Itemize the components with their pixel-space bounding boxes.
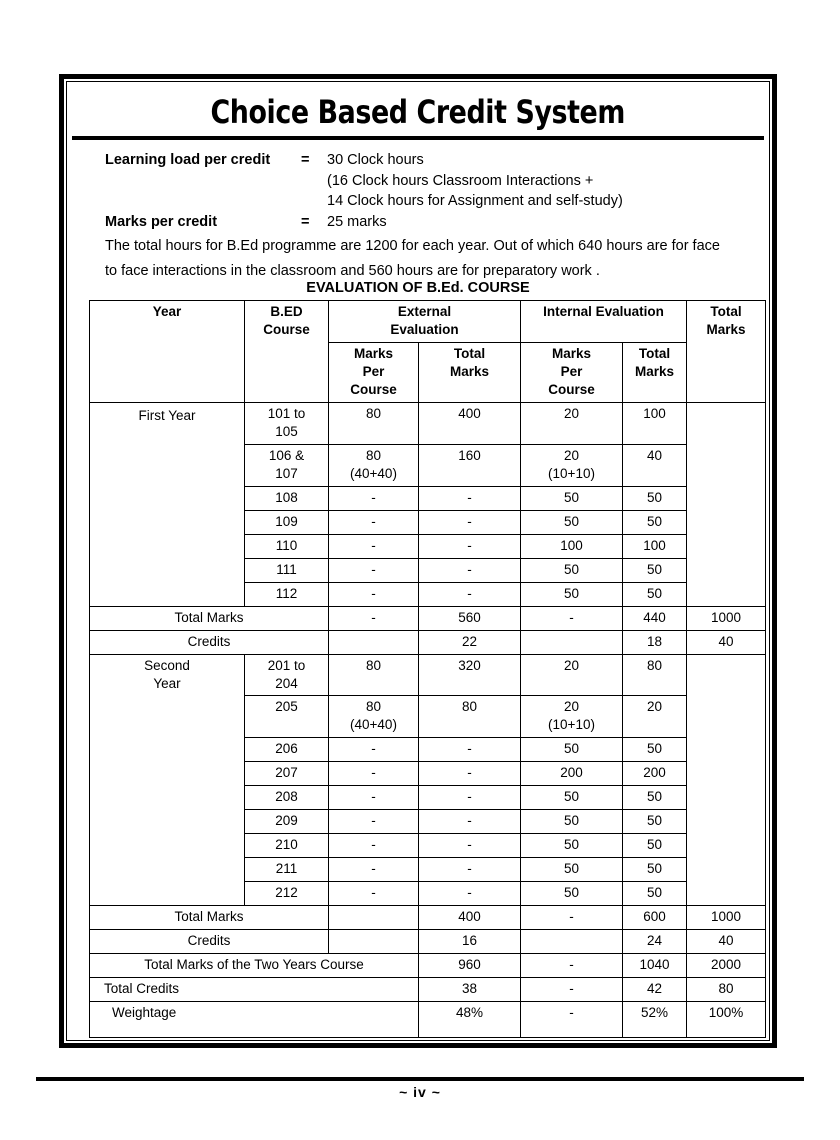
cell-ext-total: -: [419, 534, 521, 558]
cell-ext-per-line1: 80: [365, 699, 382, 715]
intro-text-block: [72, 140, 764, 284]
marks-per-credit-equals: =: [301, 213, 310, 230]
footer-divider: [36, 1077, 804, 1081]
cell-int-total: 50: [623, 582, 687, 606]
cell-ext-total: -: [419, 558, 521, 582]
summary-total-marks-two-years-row: [90, 954, 766, 978]
cell-int-per: 50: [521, 786, 623, 810]
cell-ext-per: 80: [329, 654, 419, 696]
cell-course-line2: 105: [275, 423, 298, 439]
cell-ext-total: 960: [419, 954, 521, 978]
cell-int-per: [521, 696, 623, 738]
learning-load-equals: =: [301, 152, 310, 168]
cell-int-per-line2: (10+10): [548, 465, 595, 481]
first-year-label: First Year: [90, 402, 245, 606]
marks-per-credit-label: Marks per credit: [105, 213, 218, 230]
cell-int-per: 20: [521, 654, 623, 696]
cell-int-per: 200: [521, 762, 623, 786]
cell-ext-total: -: [419, 762, 521, 786]
cell-ext-per: [329, 630, 419, 654]
cell-course: 111: [245, 558, 329, 582]
cell-int-per: 50: [521, 810, 623, 834]
cell-course: 211: [245, 858, 329, 882]
cell-int-total: 200: [623, 762, 687, 786]
cell-ext-per: -: [329, 858, 419, 882]
cell-ext-total: -: [419, 486, 521, 510]
cell-ext-total: -: [419, 738, 521, 762]
cell-ext-total: -: [419, 582, 521, 606]
cell-course: 112: [245, 582, 329, 606]
cell-ext-total: -: [419, 510, 521, 534]
th-int-marks-per-course: [521, 342, 623, 402]
cell-course: [245, 402, 329, 444]
th-int-total-marks: [623, 342, 687, 402]
second-year-total-marks-row: [90, 906, 766, 930]
cell-grand-total-blank: [687, 654, 766, 906]
cell-course-line2: 107: [275, 465, 298, 481]
cell-ext-per: -: [329, 558, 419, 582]
marks-per-credit-value: 25 marks: [327, 213, 387, 230]
cell-int-total: 50: [623, 858, 687, 882]
cell-ext-total: -: [419, 810, 521, 834]
th-grand-total-line1: Total: [710, 304, 742, 319]
cell-int-total: 1040: [623, 954, 687, 978]
cell-int-total: 20: [623, 696, 687, 738]
first-year-credits-label: Credits: [90, 630, 329, 654]
cell-course: 109: [245, 510, 329, 534]
cell-int-per: 100: [521, 534, 623, 558]
cell-int-per: 50: [521, 558, 623, 582]
cell-course: 206: [245, 738, 329, 762]
cell-int-total: 50: [623, 486, 687, 510]
th-external-evaluation: [329, 301, 521, 343]
learning-load-label: Learning load per credit: [105, 152, 271, 168]
total-hours-paragraph: The total hours for B.Ed programme are 1200 for each year. Out of which 640 hours are for face to face interactions in the classroom and 560 hours are for preparatory work .: [105, 238, 720, 280]
th-year: Year: [90, 301, 245, 403]
cell-int-total: 600: [623, 906, 687, 930]
table-caption: EVALUATION OF B.Ed. COURSE: [306, 280, 530, 296]
th-internal-evaluation: Internal Evaluation: [521, 301, 687, 343]
cell-ext-per: [329, 930, 419, 954]
second-year-total-marks-label: Total Marks: [90, 906, 329, 930]
summary-weightage-row: [90, 1002, 766, 1038]
cell-course: 207: [245, 762, 329, 786]
th-ext-total-marks: [419, 342, 521, 402]
cell-ext-per-line2: (40+40): [350, 465, 397, 481]
th-bed-course-line2: Course: [263, 321, 310, 337]
cell-ext-total: 48%: [419, 1002, 521, 1038]
cell-ext-total: 400: [419, 402, 521, 444]
cell-int-per: 50: [521, 510, 623, 534]
page-border: [59, 74, 777, 1048]
second-year-label: [90, 654, 245, 906]
table-row: [90, 402, 766, 444]
th-external-line1: External: [397, 304, 452, 319]
cell-int-per-line2: (10+10): [548, 717, 595, 733]
cell-course-line1: 106 &: [268, 447, 305, 463]
evaluation-table-wrapper: [89, 300, 765, 1038]
cell-int-total: 50: [623, 810, 687, 834]
footer-page-number: ~ iv ~: [399, 1084, 441, 1100]
second-year-credits-label: Credits: [90, 930, 329, 954]
cell-ext-per: -: [329, 606, 419, 630]
th-int-total-line1: Total: [638, 345, 671, 361]
cell-int-per: [521, 930, 623, 954]
th-grand-total-marks: [687, 301, 766, 403]
cell-ext-total: 22: [419, 630, 521, 654]
second-year-credits-row: [90, 930, 766, 954]
cell-int-per: [521, 630, 623, 654]
cell-int-total: 50: [623, 510, 687, 534]
cell-grand-total: 40: [687, 930, 766, 954]
cell-ext-total: 16: [419, 930, 521, 954]
first-year-total-marks-label: Total Marks: [90, 606, 329, 630]
cell-ext-per: -: [329, 762, 419, 786]
cell-grand-total: 100%: [687, 1002, 766, 1038]
cell-course: 205: [245, 696, 329, 738]
cell-ext-per-line1: 80: [365, 447, 382, 463]
cell-ext-per: -: [329, 738, 419, 762]
cell-int-total: 50: [623, 882, 687, 906]
cell-ext-per: -: [329, 582, 419, 606]
cell-ext-per: 80: [329, 402, 419, 444]
cell-int-total: 50: [623, 558, 687, 582]
cell-course: 208: [245, 786, 329, 810]
cell-int-total: 80: [623, 654, 687, 696]
cell-int-per: [521, 444, 623, 486]
cell-ext-per: -: [329, 534, 419, 558]
cell-ext-per: [329, 696, 419, 738]
cell-ext-per: -: [329, 786, 419, 810]
cell-int-total: 52%: [623, 1002, 687, 1038]
cell-course: 209: [245, 810, 329, 834]
cell-grand-total: 80: [687, 978, 766, 1002]
cell-grand-total-blank: [687, 402, 766, 606]
cell-int-per: 50: [521, 738, 623, 762]
cell-int-per: -: [521, 606, 623, 630]
cell-course-line1: 101 to: [267, 405, 306, 421]
cell-ext-per: -: [329, 510, 419, 534]
first-year-total-marks-row: [90, 606, 766, 630]
cell-ext-per-line2: (40+40): [350, 717, 397, 733]
cell-ext-total: 160: [419, 444, 521, 486]
summary-label: Total Marks of the Two Years Course: [90, 954, 419, 978]
th-int-mpc-line3: Course: [548, 381, 595, 397]
cell-ext-total: 400: [419, 906, 521, 930]
cell-int-per: 50: [521, 834, 623, 858]
th-ext-total-line2: Marks: [449, 363, 490, 379]
cell-int-per-line1: 20: [564, 699, 580, 715]
th-int-mpc-line1: Marks: [552, 345, 592, 361]
cell-int-per: 50: [521, 882, 623, 906]
cell-ext-total: -: [419, 858, 521, 882]
cell-ext-per: [329, 444, 419, 486]
th-bed-course: [245, 301, 329, 403]
th-int-mpc-line2: Per: [560, 363, 583, 379]
cell-int-per: 20: [521, 402, 623, 444]
cell-grand-total: 2000: [687, 954, 766, 978]
cell-int-total: 42: [623, 978, 687, 1002]
cell-int-total: 100: [623, 402, 687, 444]
title-banner: [72, 87, 764, 140]
cell-ext-total: -: [419, 882, 521, 906]
cell-int-per-line1: 20: [564, 447, 580, 463]
cell-int-per: -: [521, 906, 623, 930]
th-ext-mpc-line1: Marks: [353, 345, 394, 361]
cell-ext-per: -: [329, 486, 419, 510]
th-external-line2: Evaluation: [390, 321, 459, 337]
th-bed-course-line1: B.ED: [270, 304, 303, 319]
page-border-inner: [66, 81, 770, 1041]
cell-ext-per: -: [329, 834, 419, 858]
cell-course-line2: 204: [275, 675, 298, 691]
cell-int-per: 50: [521, 858, 623, 882]
cell-ext-total: 38: [419, 978, 521, 1002]
cell-course: 212: [245, 882, 329, 906]
cell-course-line1: 201 to: [267, 657, 306, 673]
cell-ext-per: [329, 906, 419, 930]
cell-course: [245, 444, 329, 486]
cell-int-total: 50: [623, 786, 687, 810]
marks-per-credit-row: [105, 212, 740, 233]
cell-ext-per: -: [329, 810, 419, 834]
cell-int-per: -: [521, 954, 623, 978]
learning-load-value: 30 Clock hours: [327, 152, 424, 168]
second-year-label-line2: Year: [153, 675, 181, 691]
cell-int-total: 440: [623, 606, 687, 630]
cell-ext-total: -: [419, 786, 521, 810]
second-year-label-line1: Second: [144, 657, 190, 673]
cell-int-per: -: [521, 978, 623, 1002]
cell-ext-per: -: [329, 882, 419, 906]
cell-int-total: 50: [623, 834, 687, 858]
summary-total-credits-row: [90, 978, 766, 1002]
th-ext-marks-per-course: [329, 342, 419, 402]
evaluation-table: [89, 300, 766, 1038]
th-ext-total-line1: Total: [453, 345, 486, 361]
table-header-row-1: [90, 301, 766, 343]
cell-ext-total: 560: [419, 606, 521, 630]
cell-grand-total: 1000: [687, 606, 766, 630]
page-title: Choice Based Credit System: [210, 92, 626, 131]
cell-int-total: 24: [623, 930, 687, 954]
learning-load-row: [105, 150, 740, 171]
first-year-credits-row: [90, 630, 766, 654]
th-ext-mpc-line3: Course: [350, 381, 397, 397]
summary-label: Weightage: [90, 1002, 419, 1038]
th-grand-total-line2: Marks: [706, 321, 746, 337]
cell-int-total: 50: [623, 738, 687, 762]
learning-load-detail-1: (16 Clock hours Classroom Interactions +: [327, 172, 594, 189]
cell-ext-total: 80: [419, 696, 521, 738]
cell-int-total: 18: [623, 630, 687, 654]
cell-course: 108: [245, 486, 329, 510]
cell-int-per: 50: [521, 486, 623, 510]
th-int-total-line2: Marks: [635, 363, 675, 379]
cell-course: [245, 654, 329, 696]
cell-course: 110: [245, 534, 329, 558]
cell-int-per: -: [521, 1002, 623, 1038]
cell-course: 210: [245, 834, 329, 858]
cell-grand-total: 40: [687, 630, 766, 654]
summary-label: Total Credits: [90, 978, 419, 1002]
table-row: [90, 654, 766, 696]
cell-int-total: 100: [623, 534, 687, 558]
cell-ext-total: 320: [419, 654, 521, 696]
cell-int-per: 50: [521, 582, 623, 606]
th-ext-mpc-line2: Per: [362, 363, 385, 379]
learning-load-detail-2: 14 Clock hours for Assignment and self-study): [327, 193, 623, 210]
cell-int-total: 40: [623, 444, 687, 486]
cell-grand-total: 1000: [687, 906, 766, 930]
cell-ext-total: -: [419, 834, 521, 858]
